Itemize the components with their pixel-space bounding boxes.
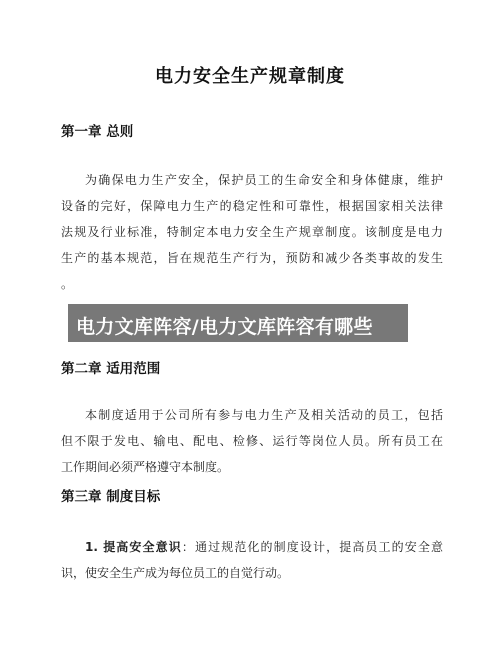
paragraph-line: 但不限于发电、输电、配电、检修、运行等岗位人员。所有员工在 (61, 434, 443, 448)
paragraph-line: 识，使安全生产成为每位员工的自觉行动。 (61, 566, 290, 580)
chapter-3-paragraph (61, 534, 443, 586)
paragraph-line: 生产的基本规范，旨在规范生产行为，预防和减少各类事故的发生 (61, 251, 443, 265)
chapter-1-heading: 第一章 总则 (61, 124, 134, 140)
watermark-banner-text: 电力文库阵容/电力文库阵容有哪些 (76, 316, 373, 338)
list-item-text: ：通过规范化的制度设计，提高员工的安全意 (181, 540, 443, 554)
chapter-3-heading: 第三章 制度目标 (61, 489, 161, 505)
paragraph-line: 法规及行业标准，特制定本电力安全生产规章制度。该制度是电力 (61, 225, 443, 239)
paragraph-line: 工作期间必须严格遵守本制度。 (61, 460, 230, 474)
document-title: 电力安全生产规章制度 (155, 66, 345, 87)
paragraph-line: 。 (61, 277, 74, 291)
list-item (61, 534, 443, 560)
chapter-2-heading: 第二章 适用范围 (61, 361, 161, 377)
paragraph-line: 本制度适用于公司所有参与电力生产及相关活动的员工，包括 (85, 408, 443, 422)
chapter-2-paragraph (61, 402, 443, 480)
list-item-label: 1. 提高安全意识 (85, 540, 182, 554)
chapter-1-paragraph (61, 167, 443, 297)
paragraph-line: 设备的完好，保障电力生产的稳定性和可靠性，根据国家相关法律 (61, 199, 443, 213)
paragraph-line: 为确保电力生产安全，保护员工的生命安全和身体健康，维护 (85, 173, 443, 187)
